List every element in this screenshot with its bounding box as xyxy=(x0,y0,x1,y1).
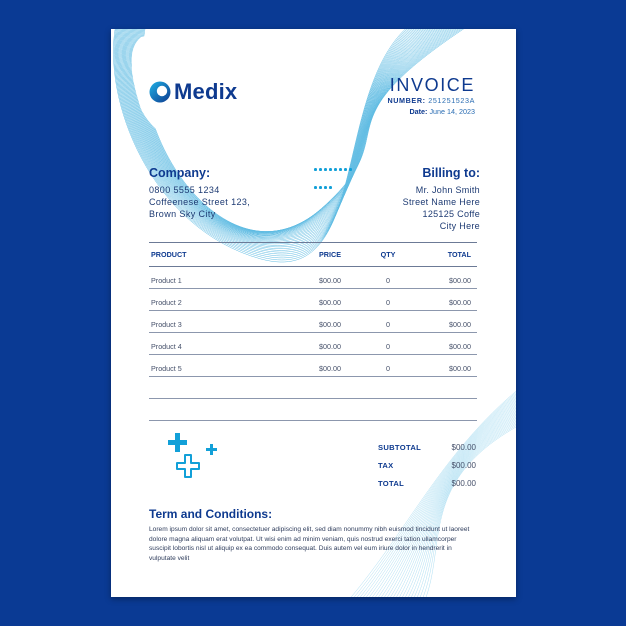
row-product: Product 2 xyxy=(151,298,182,307)
invoice-date-value: June 14, 2023 xyxy=(429,107,475,116)
row-qty: 0 xyxy=(386,276,390,285)
table-row-empty xyxy=(149,377,477,399)
row-product: Product 1 xyxy=(151,276,182,285)
row-product: Product 5 xyxy=(151,364,182,373)
invoice-date xyxy=(409,107,475,116)
subtotal-label: SUBTOTAL xyxy=(378,443,422,452)
total-label: TOTAL xyxy=(378,479,405,488)
row-total: $00.00 xyxy=(449,276,471,285)
table-row xyxy=(149,289,477,311)
subtotal-row xyxy=(378,439,476,457)
medix-logo-icon xyxy=(149,81,171,103)
company-block xyxy=(149,166,250,220)
company-phone: 0800 5555 1234 xyxy=(149,185,220,195)
company-heading: Company: xyxy=(149,166,211,180)
table-row xyxy=(149,333,477,355)
table-row xyxy=(149,355,477,377)
row-product: Product 3 xyxy=(151,320,182,329)
invoice-number-label: NUMBER: xyxy=(387,96,426,105)
billing-street: Street Name Here xyxy=(402,197,480,207)
row-qty: 0 xyxy=(386,364,390,373)
billing-city: City Here xyxy=(439,221,480,231)
tax-value: $00.00 xyxy=(451,461,476,470)
row-price: $00.00 xyxy=(319,364,341,373)
row-price: $00.00 xyxy=(319,298,341,307)
decorative-dots xyxy=(313,161,357,197)
row-total: $00.00 xyxy=(449,298,471,307)
row-qty: 0 xyxy=(386,320,390,329)
invoice-page xyxy=(111,29,516,597)
header-qty: QTY xyxy=(380,250,396,259)
terms-block xyxy=(149,507,479,563)
totals-block xyxy=(378,439,476,493)
billing-block xyxy=(403,166,480,232)
billing-heading: Billing to: xyxy=(422,166,480,180)
products-table xyxy=(149,242,477,421)
invoice-title: INVOICE xyxy=(389,75,475,95)
medical-cross-icon xyxy=(163,431,223,483)
table-row xyxy=(149,311,477,333)
brand-name: Medix xyxy=(174,79,238,104)
invoice-number xyxy=(387,96,475,105)
terms-body: Lorem ipsum dolor sit amet, consectetuer adipiscing elit, sed diam nonummy nibh euismod tincidunt ut laoreet dolore magna aliquam erat volutpat. Ut wisi enim ad minim veniam, quis nostrud exerci tation ullamcorper suscipit lobortis nisl ut aliquip ex ea commodo consequat. Duis autem vel eum iriure dolor in hendrerit in vulputate velit xyxy=(149,526,470,562)
subtotal-value: $00.00 xyxy=(451,443,476,452)
billing-name: Mr. John Smith xyxy=(415,185,480,195)
total-row xyxy=(378,475,476,493)
row-qty: 0 xyxy=(386,342,390,351)
row-qty: 0 xyxy=(386,298,390,307)
brand xyxy=(149,79,237,105)
row-price: $00.00 xyxy=(319,320,341,329)
row-total: $00.00 xyxy=(449,342,471,351)
table-row xyxy=(149,267,477,289)
header-product: PRODUCT xyxy=(151,250,187,259)
company-street: Coffeenese Street 123, xyxy=(149,197,251,207)
row-price: $00.00 xyxy=(319,342,341,351)
header-price: PRICE xyxy=(319,250,341,259)
invoice-date-label: Date: xyxy=(409,107,428,116)
billing-postal: 125125 Coffe xyxy=(422,209,480,219)
tax-row xyxy=(378,457,476,475)
tax-label: TAX xyxy=(378,461,394,470)
table-header xyxy=(149,242,477,267)
total-value: $00.00 xyxy=(451,479,476,488)
row-total: $00.00 xyxy=(449,320,471,329)
invoice-number-value: 251251523A xyxy=(428,96,475,105)
row-price: $00.00 xyxy=(319,276,341,285)
terms-heading: Term and Conditions: xyxy=(149,507,273,521)
company-city: Brown Sky City xyxy=(149,209,216,219)
row-total: $00.00 xyxy=(449,364,471,373)
row-product: Product 4 xyxy=(151,342,182,351)
header-total: TOTAL xyxy=(447,250,471,259)
table-row-empty xyxy=(149,399,477,421)
